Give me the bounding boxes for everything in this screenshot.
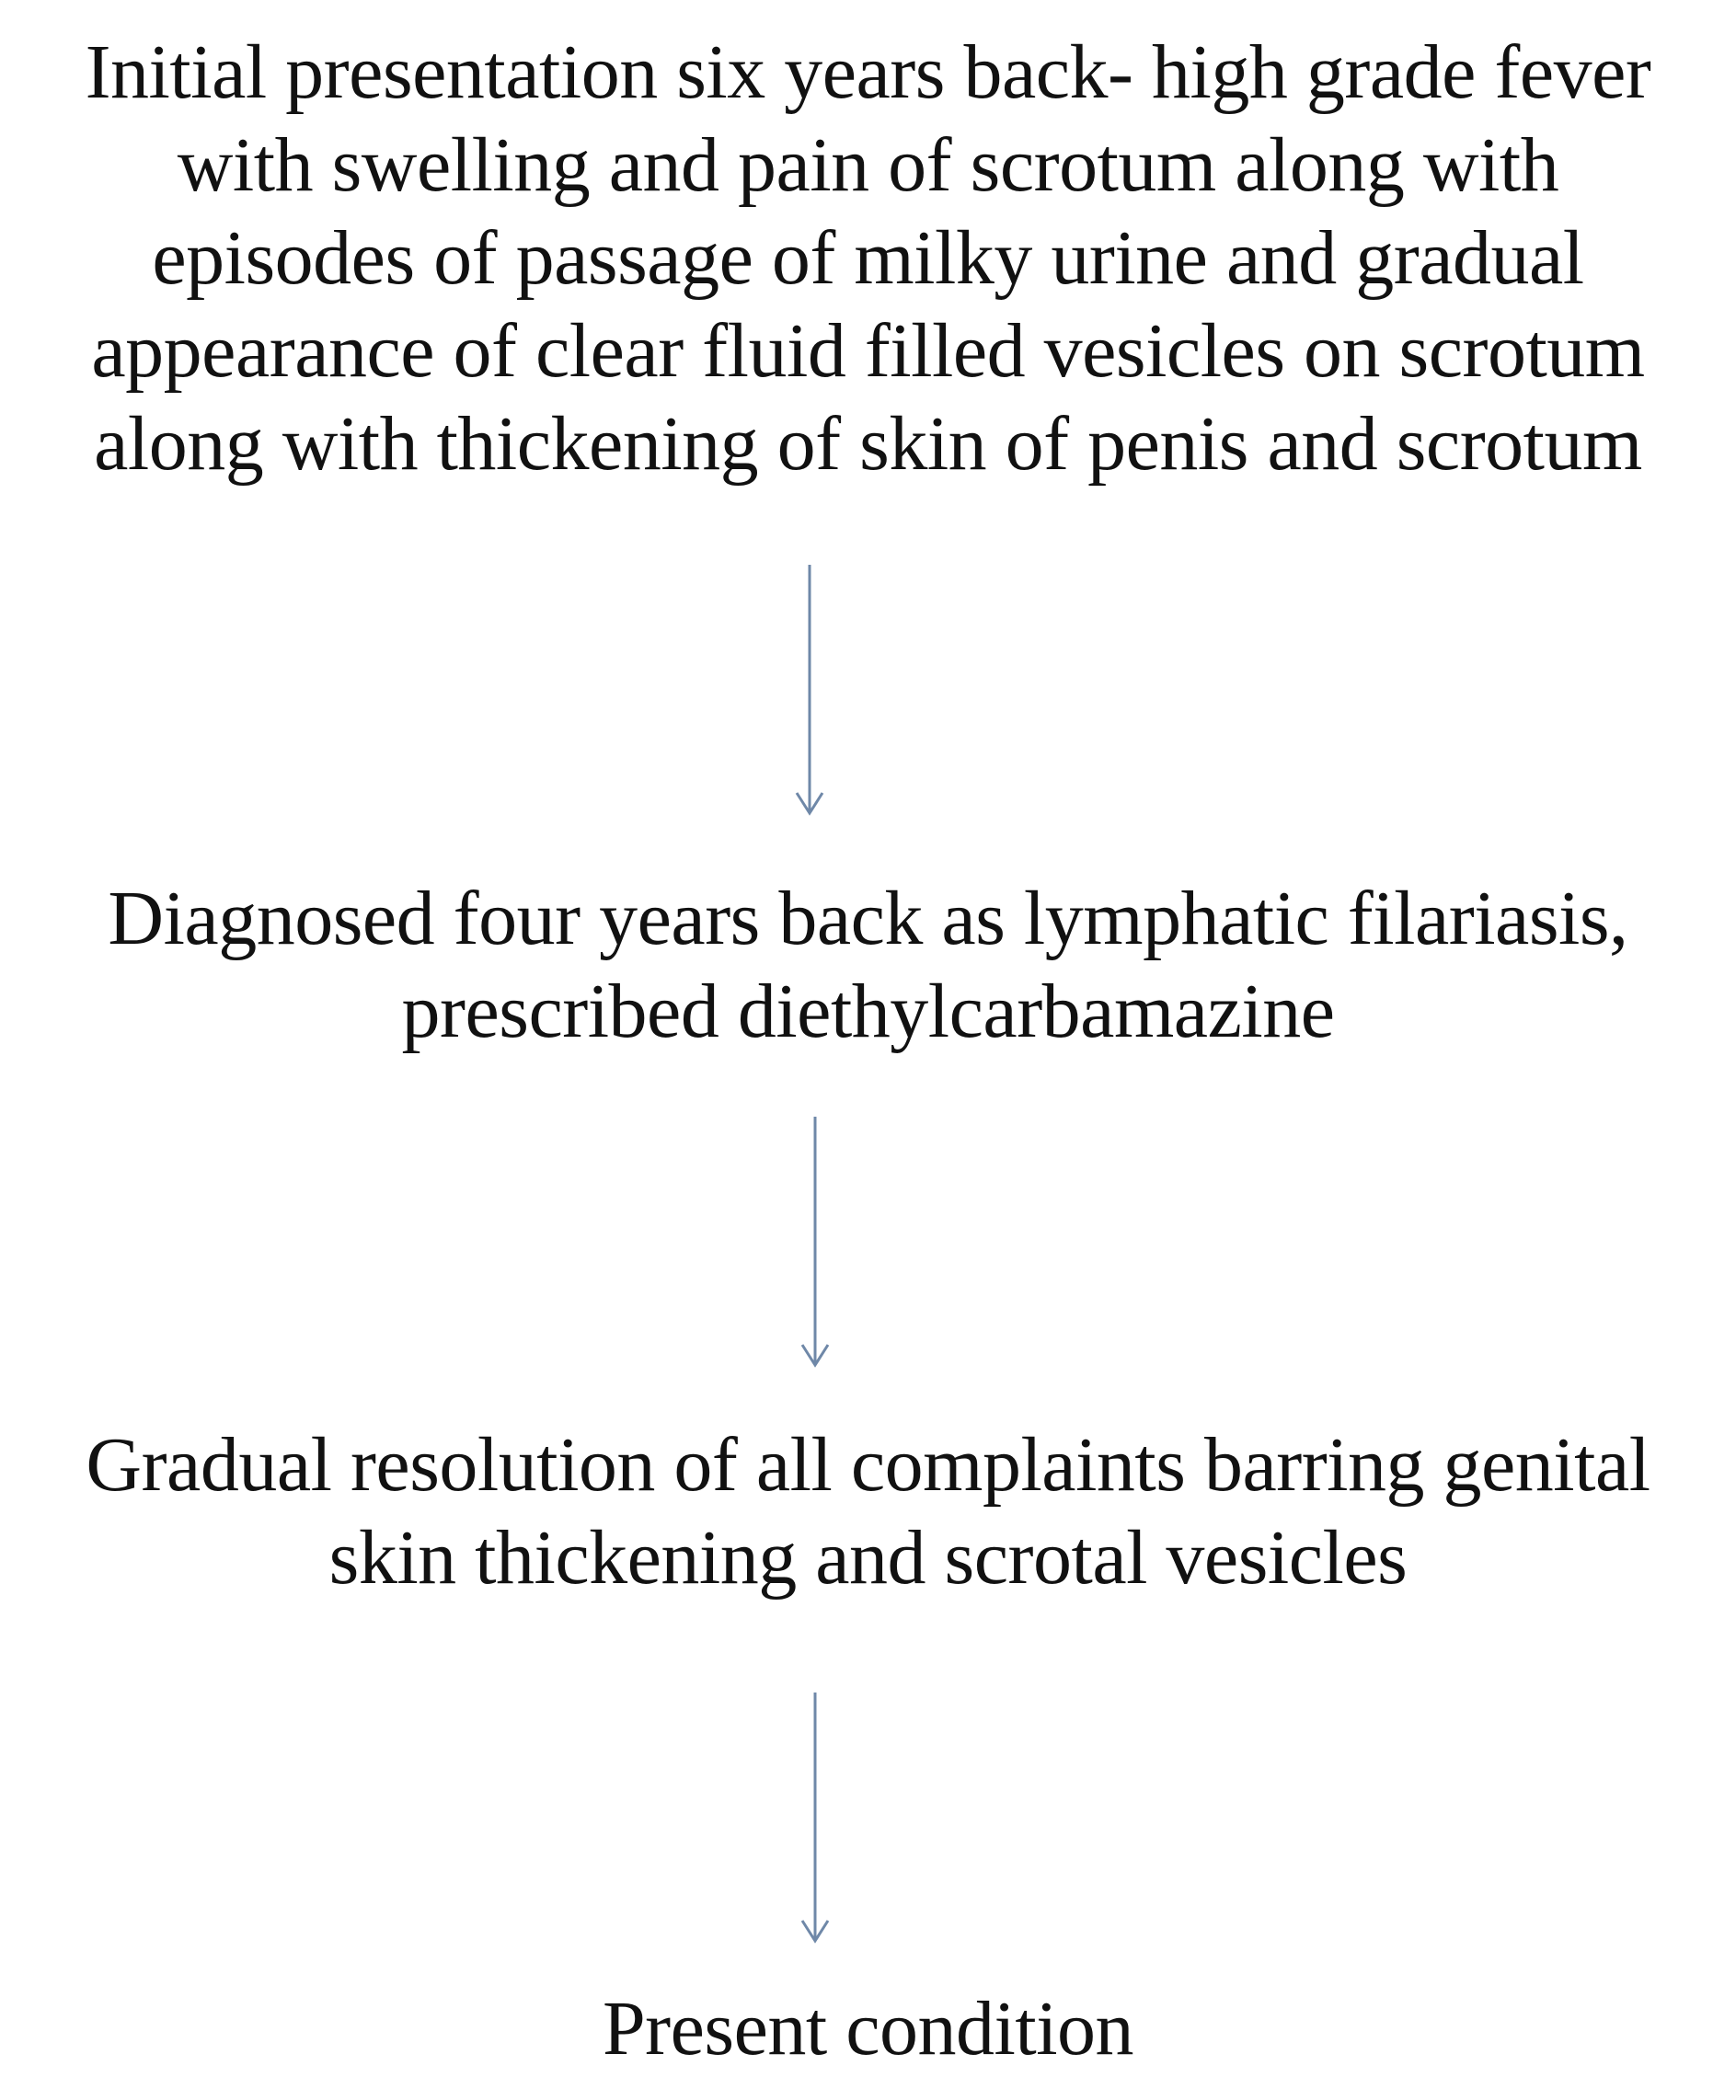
flow-step-resolution bbox=[0, 1418, 1736, 1604]
flow-arrow-2 bbox=[797, 1115, 834, 1372]
flow-step-diagnosis bbox=[0, 872, 1736, 1058]
step-text-line: Diagnosed four years back as lymphatic filariasis, bbox=[108, 876, 1628, 961]
step-text-line: along with thickening of skin of penis and scrotum bbox=[94, 401, 1642, 487]
flow-arrow-1 bbox=[791, 563, 828, 820]
step-text-line: with swelling and pain of scrotum along with bbox=[177, 122, 1559, 208]
step-text-line: Initial presentation six years back- high grade fever bbox=[85, 29, 1651, 115]
step-text-line: episodes of passage of milky urine and gradual bbox=[152, 215, 1584, 301]
step-text-line: appearance of clear fluid filled vesicles on scrotum bbox=[91, 308, 1645, 394]
flow-step-initial-presentation bbox=[0, 26, 1736, 490]
step-text-line: Gradual resolution of all complaints barring genital bbox=[86, 1422, 1650, 1508]
flow-arrow-3 bbox=[797, 1691, 834, 1948]
flow-step-present-condition bbox=[0, 1982, 1736, 2075]
step-text-line: skin thickening and scrotal vesicles bbox=[328, 1515, 1408, 1601]
step-text-line: prescribed diethylcarbamazine bbox=[401, 969, 1335, 1054]
step-text-line: Present condition bbox=[602, 1986, 1134, 2071]
